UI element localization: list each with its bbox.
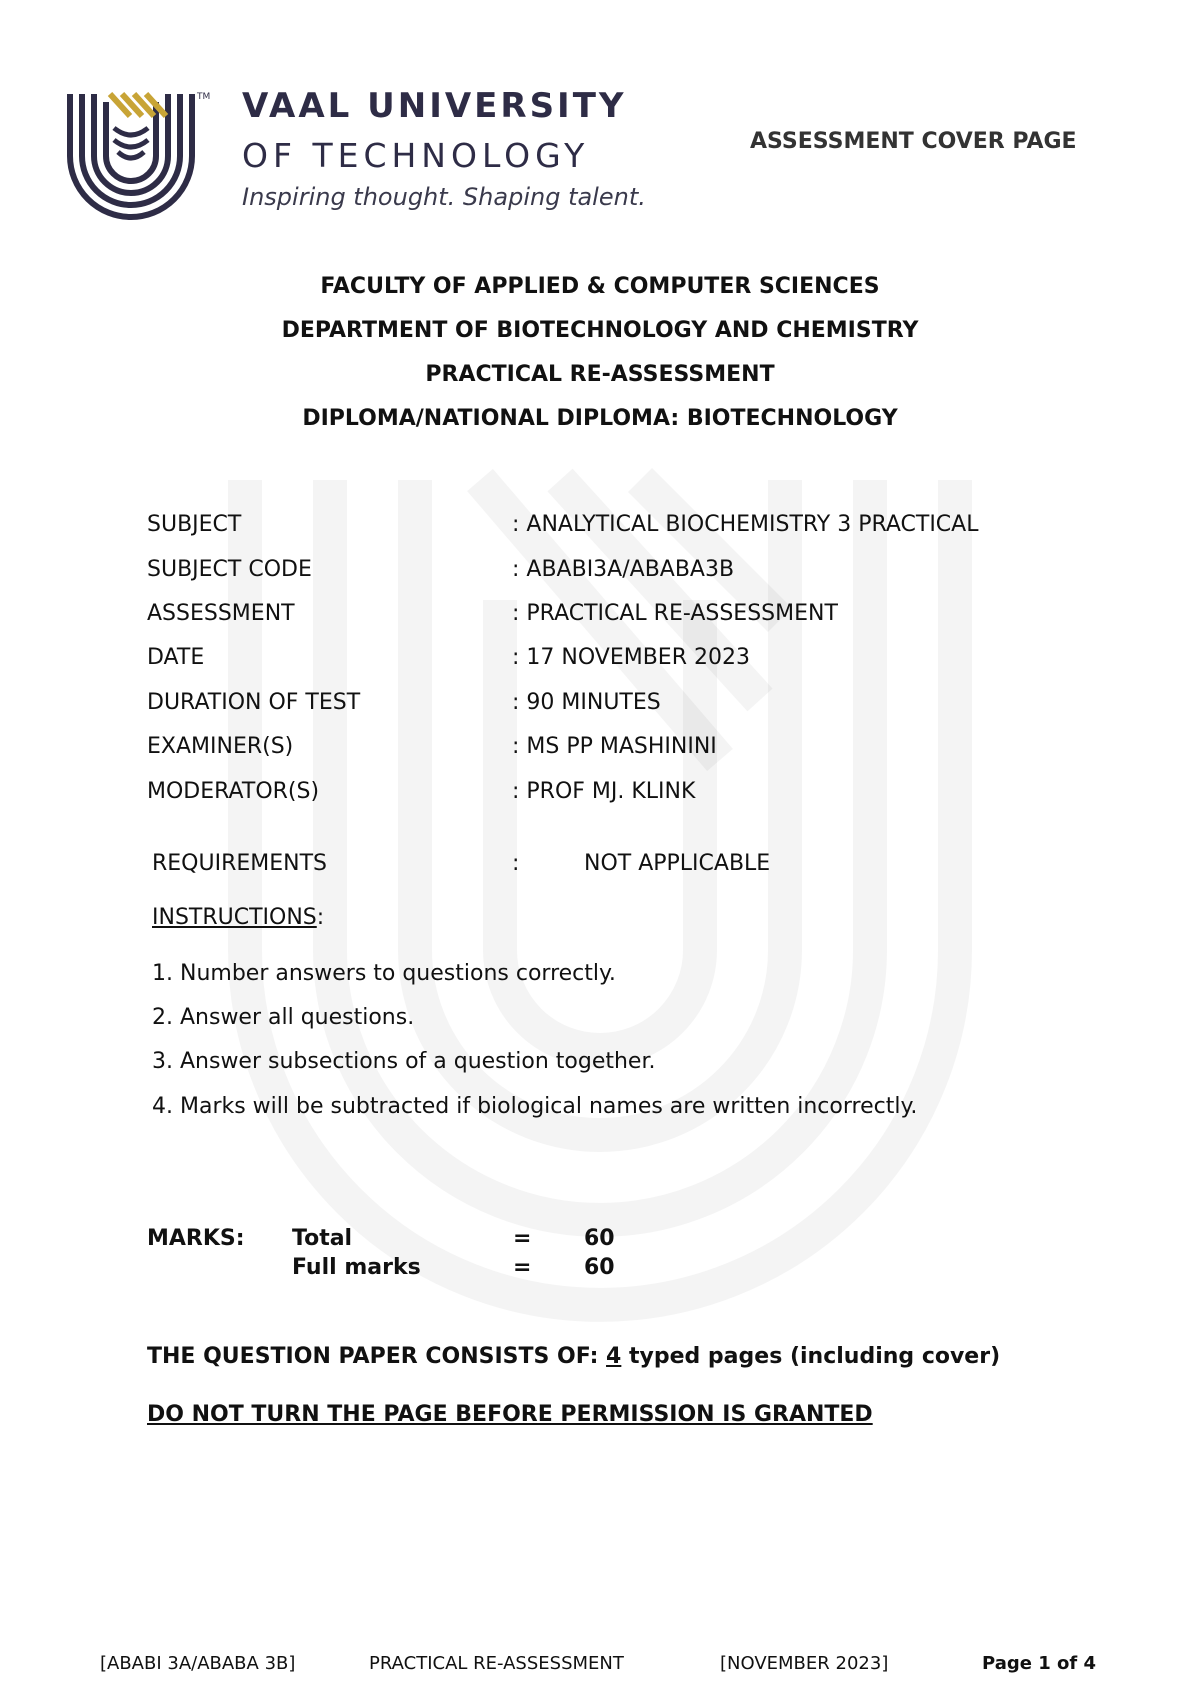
instructions-title xyxy=(152,905,324,930)
instructions-title-text: INSTRUCTIONS xyxy=(152,905,317,930)
department-heading: DEPARTMENT OF BIOTECHNOLOGY AND CHEMISTRY xyxy=(281,318,919,343)
marks-full-value: 60 xyxy=(584,1255,615,1280)
subject-code-label: SUBJECT CODE xyxy=(147,557,312,582)
subject-value: : ANALYTICAL BIOCHEMISTRY 3 PRACTICAL xyxy=(512,512,979,537)
page-count-suffix: typed pages (including cover) xyxy=(621,1344,1001,1369)
footer-assessment-title: PRACTICAL RE-ASSESSMENT xyxy=(369,1653,624,1674)
assessment-type-heading: PRACTICAL RE-ASSESSMENT xyxy=(425,362,775,387)
marks-label: MARKS: xyxy=(147,1226,245,1251)
requirements-label: REQUIREMENTS xyxy=(152,851,328,876)
cover-page-title: ASSESSMENT COVER PAGE xyxy=(750,129,1077,154)
date-value: : 17 NOVEMBER 2023 xyxy=(512,645,750,670)
date-label: DATE xyxy=(147,645,205,670)
instructions-title-colon: : xyxy=(316,905,325,930)
requirements-value: NOT APPLICABLE xyxy=(584,851,771,876)
subject-label: SUBJECT xyxy=(147,512,242,537)
marks-full-name: Full marks xyxy=(292,1255,421,1280)
instruction-item-4: 4. Marks will be subtracted if biological names are written incorrectly. xyxy=(152,1094,918,1119)
examiner-value: : MS PP MASHININI xyxy=(512,734,717,759)
duration-value: : 90 MINUTES xyxy=(512,690,661,715)
page-count-number: 4 xyxy=(606,1344,622,1369)
trademark-mark: TM xyxy=(197,92,211,102)
requirements-colon: : xyxy=(512,851,520,876)
marks-total-name: Total xyxy=(292,1226,353,1251)
footer-page-number: Page 1 of 4 xyxy=(982,1653,1096,1674)
assessment-value: : PRACTICAL RE-ASSESSMENT xyxy=(512,601,838,626)
marks-total-eq: = xyxy=(513,1226,532,1251)
marks-total-value: 60 xyxy=(584,1226,615,1251)
instruction-item-2: 2. Answer all questions. xyxy=(152,1005,415,1030)
qualification-heading: DIPLOMA/NATIONAL DIPLOMA: BIOTECHNOLOGY xyxy=(302,406,898,431)
instruction-item-1: 1. Number answers to questions correctly. xyxy=(152,961,616,986)
instruction-item-3: 3. Answer subsections of a question together. xyxy=(152,1049,656,1074)
page-count-line xyxy=(147,1344,1000,1369)
duration-label: DURATION OF TEST xyxy=(147,690,361,715)
examiner-label: EXAMINER(S) xyxy=(147,734,294,759)
university-shield-icon xyxy=(66,92,196,222)
page-count-prefix: THE QUESTION PAPER CONSISTS OF: xyxy=(147,1344,607,1369)
footer-date: [NOVEMBER 2023] xyxy=(720,1653,889,1674)
university-name-line1: VAAL UNIVERSITY xyxy=(242,86,627,126)
footer-subject-code: [ABABI 3A/ABABA 3B] xyxy=(100,1653,296,1674)
university-tagline: Inspiring thought. Shaping talent. xyxy=(242,183,646,211)
moderator-label: MODERATOR(S) xyxy=(147,779,320,804)
university-name-line2: OF TECHNOLOGY xyxy=(242,136,590,175)
assessment-label: ASSESSMENT xyxy=(147,601,295,626)
permission-warning: DO NOT TURN THE PAGE BEFORE PERMISSION IS GRANTED xyxy=(147,1402,873,1427)
faculty-heading: FACULTY OF APPLIED & COMPUTER SCIENCES xyxy=(320,274,880,299)
marks-full-eq: = xyxy=(513,1255,532,1280)
subject-code-value: : ABABI3A/ABABA3B xyxy=(512,557,735,582)
moderator-value: : PROF MJ. KLINK xyxy=(512,779,696,804)
